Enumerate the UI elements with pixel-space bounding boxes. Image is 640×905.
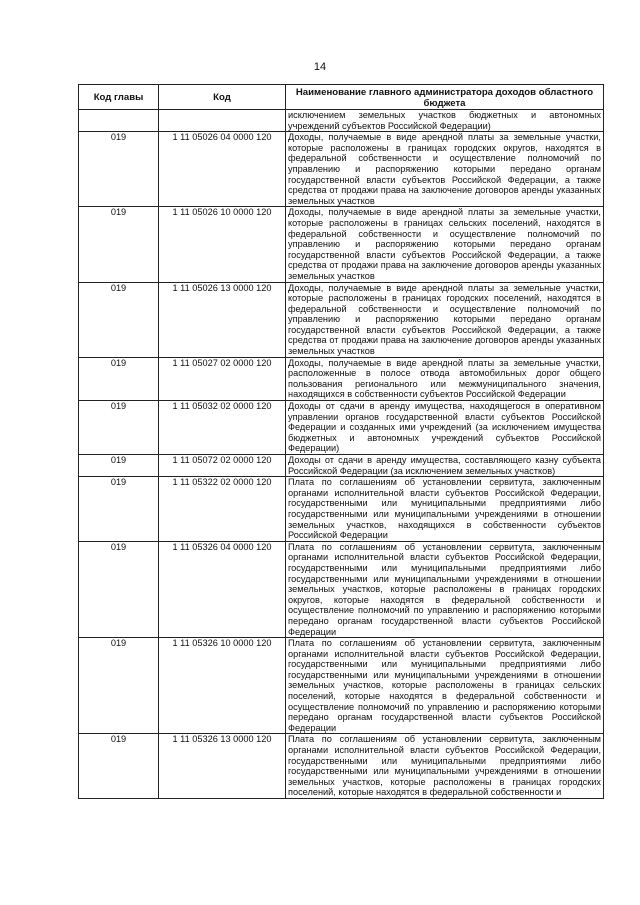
revenue-administrators-table [78,84,604,799]
header-chapter-code: Код главы [79,85,159,110]
income-description-cell: Доходы, получаемые в виде арендной платы за земельные участки, которые расположены в границах сельских поселений, находятся в федеральной собственности и осуществление полномочий по управлению и распоряжению которыми передано органам государственной власти субъектов Российской Федерации, а также средства от продажи права на заключение договоров аренды указанных земельных участков [286,207,604,282]
table-row [79,132,604,207]
continuation-description: исключением земельных участков бюджетных и автономных учреждений субъектов Российской Федерации) [286,110,604,132]
table-row [79,455,604,477]
table-row [79,541,604,637]
income-code-cell: 1 11 05027 02 0000 120 [159,357,286,400]
chapter-code-cell: 019 [79,401,159,455]
income-description-cell: Доходы от сдачи в аренду имущества, составляющего казну субъекта Российской Федерации (за исключением земельных участков) [286,455,604,477]
income-code-cell: 1 11 05032 02 0000 120 [159,401,286,455]
chapter-code-cell: 019 [79,638,159,734]
income-code-cell: 1 11 05026 10 0000 120 [159,207,286,282]
continuation-row [79,110,604,132]
table-row [79,477,604,542]
table-row [79,357,604,400]
income-code-cell: 1 11 05326 10 0000 120 [159,638,286,734]
table-header-row [79,85,604,110]
income-description-cell: Плата по соглашениям об установлении сервитута, заключенным органами исполнительной власти субъектов Российской Федерации, государственными или муниципальными предприятиями либо государственными или муниципальными учреждениями в отношении земельных участков, которые расположены в границах сельских поселений, которые находятся в федеральной собственности и осуществление полномочий по управлению и распоряжению которыми передано органам государственной власти субъектов Российской Федерации [286,638,604,734]
continuation-chapter-cell [79,110,159,132]
income-code-cell: 1 11 05026 04 0000 120 [159,132,286,207]
income-description-cell: Доходы, получаемые в виде арендной платы за земельные участки, расположенные в полосе отвода автомобильных дорог общего пользования регионального или межмуниципального значения, находящихся в собственности субъектов Российской Федерации [286,357,604,400]
income-code-cell: 1 11 05026 13 0000 120 [159,282,286,357]
table-row [79,734,604,799]
table-row [79,282,604,357]
chapter-code-cell: 019 [79,132,159,207]
chapter-code-cell: 019 [79,357,159,400]
table-row [79,401,604,455]
chapter-code-cell: 019 [79,207,159,282]
page-number: 14 [313,61,327,73]
header-code: Код [159,85,286,110]
chapter-code-cell: 019 [79,477,159,542]
income-description-cell: Доходы от сдачи в аренду имущества, находящегося в оперативном управлении органов государственной власти субъектов Российской Федерации и созданных ими учреждений (за исключением имущества бюджетных и автономных учреждений субъектов Российской Федерации) [286,401,604,455]
income-description-cell: Плата по соглашениям об установлении сервитута, заключенным органами исполнительной власти субъектов Российской Федерации, государственными или муниципальными предприятиями либо государственными или муниципальными учреждениями в отношении земельных участков, которые расположены в границах городских поселений, которые находятся в федеральной собственности и [286,734,604,799]
header-administrator-name: Наименование главного администратора доходов областного бюджета [286,85,604,110]
income-description-cell: Плата по соглашениям об установлении сервитута, заключенным органами исполнительной власти субъектов Российской Федерации, государственными или муниципальными предприятиями либо государственными или муниципальными учреждениями в отношении земельных участков, которые расположены в границах городских округов, которые находятся в федеральной собственности и осуществление полномочий по управлению и распоряжению которыми передано органам государственной власти субъектов Российской Федерации [286,541,604,637]
income-code-cell: 1 11 05072 02 0000 120 [159,455,286,477]
chapter-code-cell: 019 [79,541,159,637]
income-code-cell: 1 11 05322 02 0000 120 [159,477,286,542]
income-description-cell: Доходы, получаемые в виде арендной платы за земельные участки, которые расположены в границах городских поселений, находятся в федеральной собственности и осуществление полномочий по управлению и распоряжению которыми передано органам государственной власти субъектов Российской Федерации, а также средства от продажи права на заключение договоров аренды указанных земельных участков [286,282,604,357]
income-description-cell: Плата по соглашениям об установлении сервитута, заключенным органами исполнительной власти субъектов Российской Федерации, государственными или муниципальными предприятиями либо государственными или муниципальными учреждениями в отношении земельных участков, находящихся в собственности субъектов Российской Федерации [286,477,604,542]
income-code-cell: 1 11 05326 13 0000 120 [159,734,286,799]
chapter-code-cell: 019 [79,282,159,357]
income-code-cell: 1 11 05326 04 0000 120 [159,541,286,637]
chapter-code-cell: 019 [79,455,159,477]
continuation-code-cell [159,110,286,132]
table-row [79,207,604,282]
chapter-code-cell: 019 [79,734,159,799]
income-description-cell: Доходы, получаемые в виде арендной платы за земельные участки, которые расположены в границах городских округов, находятся в федеральной собственности и осуществление полномочий по управлению и распоряжению которыми передано органам государственной власти субъектов Российской Федерации, а также средства от продажи права на заключение договоров аренды указанных земельных участков [286,132,604,207]
table-row [79,638,604,734]
